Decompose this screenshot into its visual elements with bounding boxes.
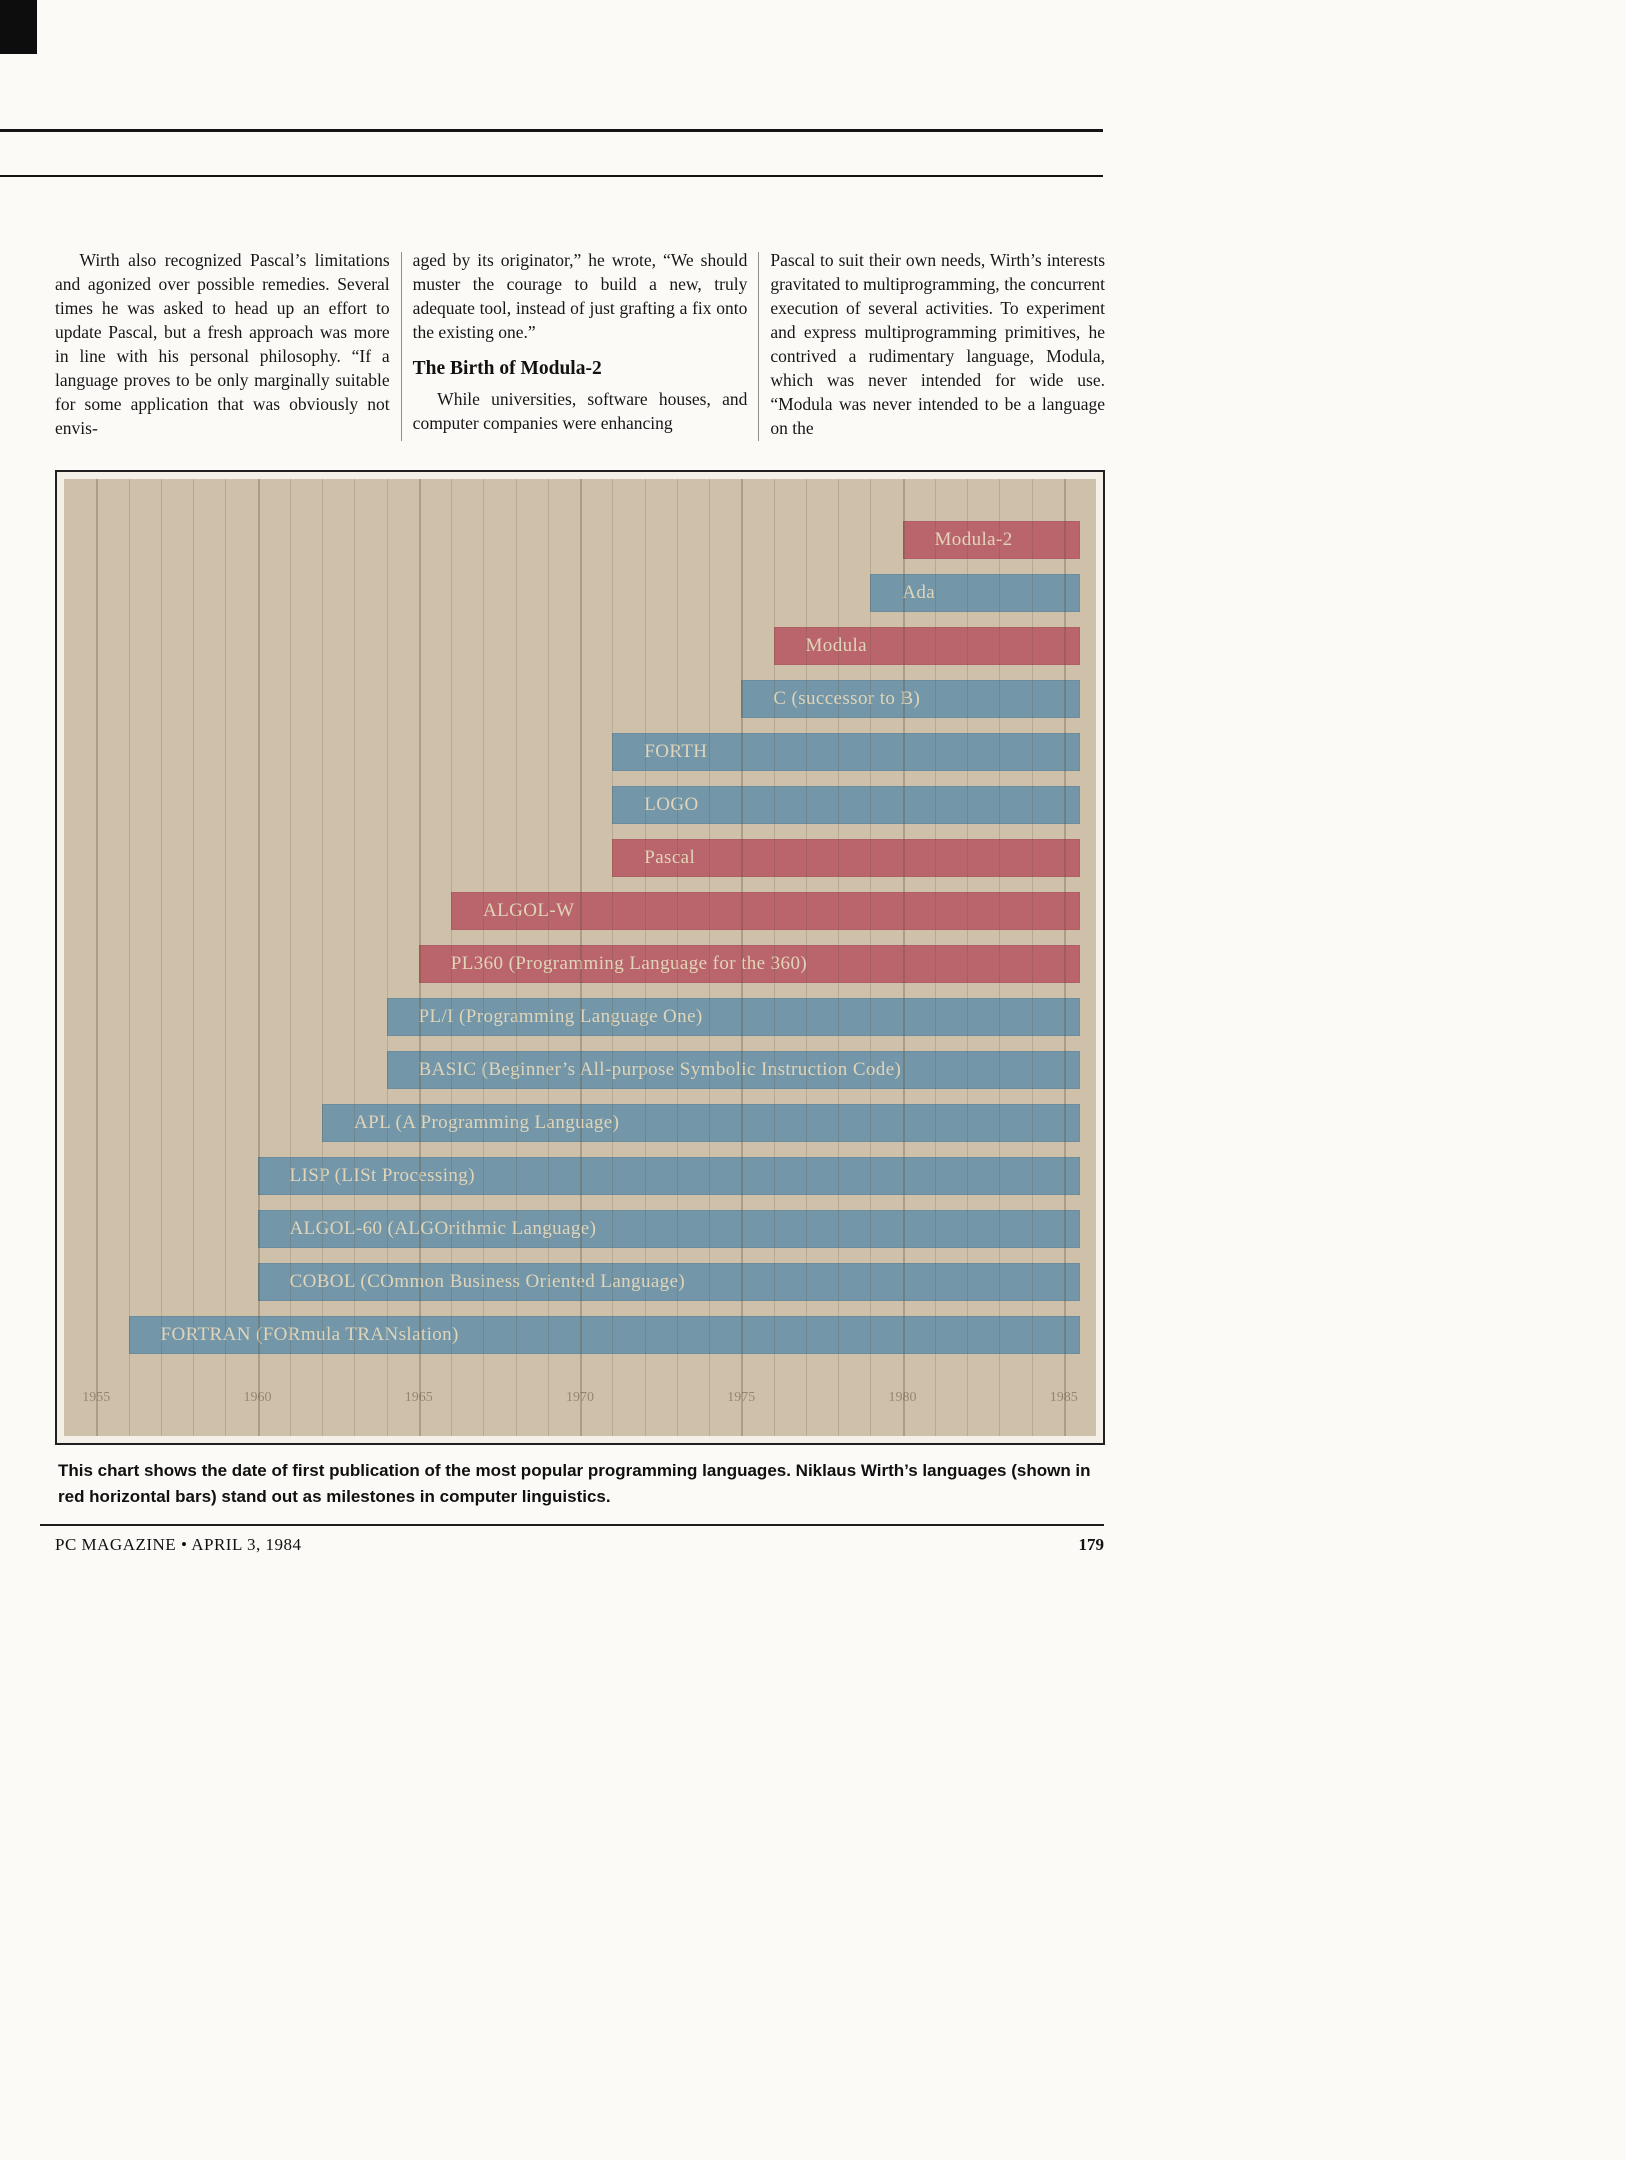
bar-logo: [612, 786, 1080, 824]
bar-label: ALGOL-W: [483, 900, 575, 921]
bar-label: PL360 (Programming Language for the 360): [450, 953, 808, 974]
bar-modula: [774, 627, 1080, 665]
bar-modula-2: [903, 521, 1080, 559]
gridline: [354, 479, 355, 1436]
chart-plot-area: [64, 479, 1096, 1436]
bar-label: ALGOL-60 (ALGOrithmic Language): [289, 1218, 597, 1239]
axis-tick-label: 1955: [82, 1390, 111, 1405]
gridline: [580, 479, 582, 1436]
gridline: [709, 479, 710, 1436]
bar-pl360-programming-language-for: [419, 945, 1080, 983]
gridline: [935, 479, 936, 1436]
gridline: [96, 479, 98, 1436]
article-paragraph: Pascal to suit their own needs, Wirth’s interests gravitated to multiprogramming, the concurrent execution of several activities. To experiment and express multiprogramming primitives, he contrived a rudimentary language, Modula, which was never intended for wide use. “Modula was never intended to be a language on the: [770, 250, 1106, 438]
axis-tick-label: 1965: [404, 1390, 433, 1405]
gridline: [903, 479, 905, 1436]
chart-caption: This chart shows the date of first publication of the most popular programming languages. Niklaus Wirth’s languages (shown in red horizontal bars) stand out as milestones in computer linguistics.: [58, 1461, 1091, 1507]
column-divider: [758, 252, 759, 441]
bar-label: COBOL (COmmon Business Oriented Language): [289, 1271, 686, 1292]
bar-pascal: [612, 839, 1080, 877]
bar-label: LOGO: [644, 794, 699, 815]
bar-label: C (successor to B): [773, 688, 921, 709]
bar-label: Modula-2: [934, 529, 1013, 550]
section-heading: The Birth of Modula-2: [412, 357, 602, 379]
article-columns: [55, 249, 1105, 441]
gridline: [419, 479, 421, 1436]
gridline: [322, 479, 323, 1436]
gridline: [193, 479, 194, 1436]
gridline: [290, 479, 291, 1436]
gridline: [612, 479, 613, 1436]
article-column-1: [55, 249, 390, 441]
bar-label: FORTRAN (FORmula TRANslation): [160, 1324, 459, 1345]
axis-tick-label: 1975: [727, 1390, 756, 1405]
bar-pl-i-programming-language-one: [387, 998, 1080, 1036]
bar-label: Pascal: [644, 847, 696, 868]
bar-label: Modula: [805, 635, 868, 656]
scan-corner-mark: [0, 0, 37, 54]
bar-c-successor-to-b: [741, 680, 1080, 718]
bar-label: LISP (LISt Processing): [289, 1165, 475, 1186]
gridline: [258, 479, 260, 1436]
article-paragraph: While universities, software houses, and computer companies were enhancing: [412, 388, 748, 433]
bar-label: PL/I (Programming Language One): [418, 1006, 703, 1027]
article-paragraph: aged by its originator,” he wrote, “We should muster the courage to build a new, truly adequate tool, instead of just grafting a fix onto the existing one.”: [412, 250, 748, 342]
bar-lisp-list-processing: [258, 1157, 1080, 1195]
article-column-3: [770, 249, 1105, 441]
article-paragraph: Wirth also recognized Pascal’s limitations and agonized over possible remedies. Several times he was asked to head up an effort to update Pascal, but a fresh approach was more in line with his personal philosophy. “If a language proves to be only marginally suitable for some application that was obviously not envis-: [55, 250, 390, 438]
footer-rule: [40, 1524, 1104, 1526]
bar-basic-beginner-s-all-purpose-s: [387, 1051, 1080, 1089]
gridline: [387, 479, 388, 1436]
gridline: [1032, 479, 1033, 1436]
bar-label: Ada: [902, 582, 936, 603]
bar-algol-60-algorithmic-language: [258, 1210, 1080, 1248]
gridline: [967, 479, 968, 1436]
gridline: [451, 479, 452, 1436]
page-footer: [55, 1535, 1104, 1555]
gridline: [483, 479, 484, 1436]
gridline: [645, 479, 646, 1436]
bar-forth: [612, 733, 1080, 771]
axis-tick-label: 1985: [1049, 1390, 1078, 1405]
page-number: 179: [1078, 1535, 1104, 1554]
gridline: [129, 479, 130, 1436]
gridline: [516, 479, 517, 1436]
gridline: [225, 479, 226, 1436]
bar-fortran-formula-translation: [129, 1316, 1080, 1354]
bar-label: APL (A Programming Language): [354, 1112, 620, 1133]
article-column-2: [413, 249, 748, 441]
gridline: [806, 479, 807, 1436]
bar-label: FORTH: [644, 741, 708, 762]
magazine-name-date: PC MAGAZINE • APRIL 3, 1984: [55, 1535, 302, 1554]
gridline: [838, 479, 839, 1436]
axis-tick-label: 1980: [888, 1390, 917, 1405]
axis-tick-label: 1970: [566, 1390, 594, 1405]
gridline: [161, 479, 162, 1436]
header-rule-thin: [0, 175, 1103, 177]
column-divider: [401, 252, 402, 441]
bar-cobol-common-business-oriented: [258, 1263, 1080, 1301]
gridline: [774, 479, 775, 1436]
languages-chart: [55, 470, 1105, 1445]
bar-label: BASIC (Beginner’s All-purpose Symbolic Instruction Code): [418, 1059, 902, 1080]
gridline: [548, 479, 549, 1436]
header-rule-thick: [0, 129, 1103, 132]
gridline: [1064, 479, 1066, 1436]
bar-algol-w: [451, 892, 1080, 930]
gridline: [870, 479, 871, 1436]
gridline: [677, 479, 678, 1436]
axis-tick-label: 1960: [243, 1390, 272, 1405]
gridline: [999, 479, 1000, 1436]
gridline: [741, 479, 743, 1436]
